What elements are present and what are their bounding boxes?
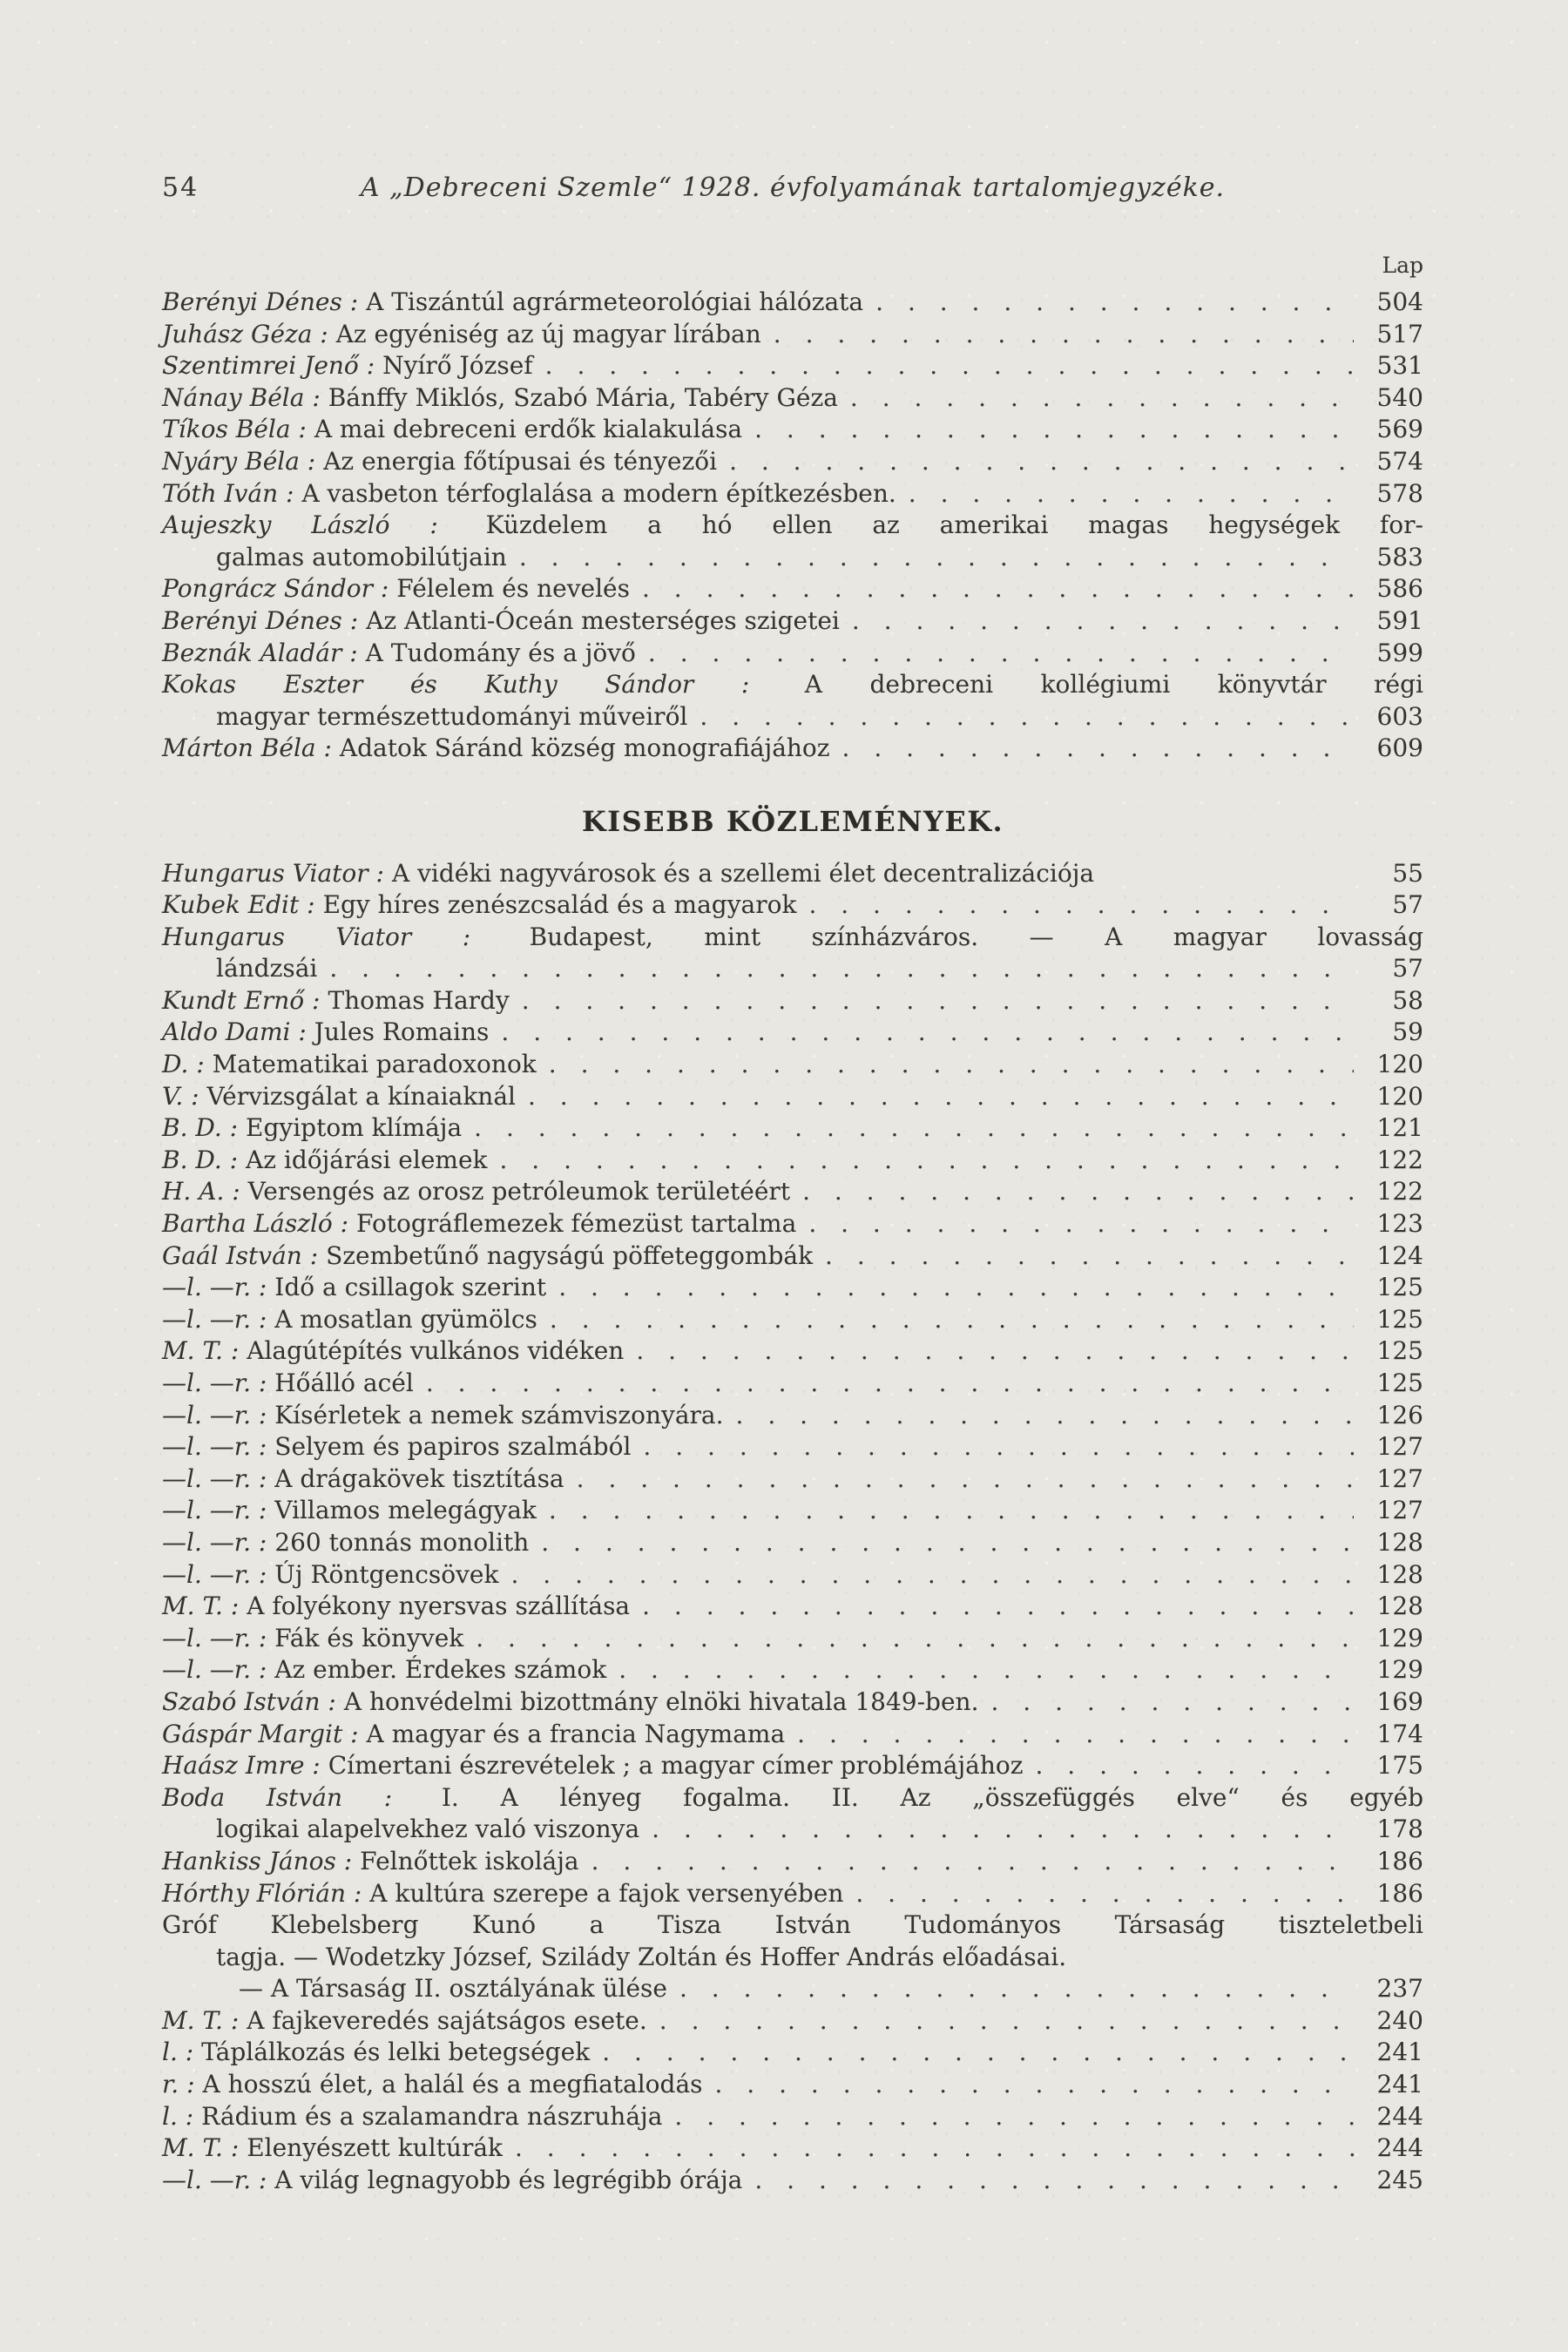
dot-leader [736, 1400, 1354, 1432]
toc-entry-line [162, 638, 1423, 670]
entry-title: A vasbeton térfoglalása a modern építkezésben. [301, 478, 896, 508]
dot-leader [550, 1304, 1354, 1336]
entry-page-number: 186 [1376, 1846, 1423, 1876]
table-of-contents [162, 287, 1423, 2196]
entry-title: Felnőttek iskolája [360, 1846, 579, 1876]
entry-page-number: 57 [1392, 890, 1423, 920]
entry-title: Egyiptom klímája [246, 1113, 463, 1143]
toc-entry-line [162, 1272, 1423, 1304]
entry-page-number: 574 [1376, 446, 1423, 476]
entry-author: Tóth Iván : [162, 478, 294, 508]
entry-title: Az időjárási elemek [246, 1145, 488, 1174]
toc-entry-line [162, 1846, 1423, 1878]
entry-title: A világ legnagyobb és legrégibb órája [274, 2165, 743, 2194]
dot-leader [558, 1272, 1354, 1304]
entry-page-number: 57 [1392, 954, 1423, 983]
page-column-label: Lap [1382, 253, 1423, 278]
entry-page-number: 129 [1376, 1655, 1423, 1685]
entry-title: 260 tonnás monolith [274, 1527, 530, 1557]
entry-title: magyar természettudományi műveiről [216, 701, 688, 731]
entry-author: Berényi Dénes : [162, 605, 359, 635]
entry-title: A debreceni kollégiumi könyvtár régi [804, 670, 1423, 700]
entry-title: Budapest, mint színházváros. — A magyar lovasság [529, 922, 1424, 951]
dot-leader [577, 1463, 1354, 1496]
toc-entry-line [162, 733, 1423, 765]
entry-title: lándzsái [216, 954, 318, 983]
entry-page-number: 237 [1376, 1974, 1423, 2004]
entry-page-number: 55 [1392, 858, 1423, 888]
entry-title: Adatok Sáránd község monografiájához [339, 733, 830, 763]
entry-page-number: 122 [1376, 1145, 1423, 1174]
entry-title: Az egyéniség az új magyar lírában [335, 319, 761, 348]
dot-leader [715, 2069, 1355, 2101]
entry-page-number: 186 [1376, 1878, 1423, 1908]
dot-leader [510, 1559, 1354, 1592]
entry-title: Selyem és papiros szalmából [274, 1432, 632, 1462]
dot-leader [515, 2132, 1354, 2165]
entry-title: I. A lényeg fogalma. II. Az „összefüggés elve“ és egyéb [441, 1782, 1423, 1812]
entry-title: A mosatlan gyümölcs [274, 1304, 537, 1334]
entry-title: Villamos melegágyak [274, 1496, 537, 1525]
dot-leader [329, 953, 1354, 985]
dot-leader [990, 1686, 1354, 1719]
toc-entry-line [162, 669, 1423, 701]
entry-author: —l. —r. : [162, 1463, 267, 1493]
entry-title: Félelem és nevelés [396, 574, 630, 604]
entry-page-number: 58 [1392, 985, 1423, 1015]
toc-entry-line [162, 2037, 1423, 2069]
entry-author: —l. —r. : [162, 1623, 267, 1652]
dot-leader [774, 319, 1354, 351]
dot-leader [545, 350, 1354, 382]
entry-author: —l. —r. : [162, 1304, 267, 1334]
entry-author: Nánay Béla : [162, 382, 321, 412]
dot-leader [648, 638, 1354, 670]
entry-title: A honvédelmi bizottmány elnöki hivatala 1849-ben. [343, 1686, 979, 1716]
entry-author: —l. —r. : [162, 1496, 267, 1525]
entry-page-number: 126 [1376, 1400, 1423, 1429]
toc-entry-line [162, 1782, 1423, 1815]
dot-leader [802, 1176, 1354, 1208]
entry-title: Matematikai paradoxonok [212, 1050, 537, 1079]
toc-entry-line [162, 2101, 1423, 2133]
entry-page-number: 124 [1376, 1240, 1423, 1270]
entry-author: Hungarus Viator : [162, 922, 471, 951]
entry-title: A Tiszántúl agrármeteorológiai hálózata [366, 287, 864, 316]
entry-author: M. T. : [162, 2005, 240, 2035]
dot-leader [700, 701, 1354, 733]
toc-entry-line [162, 446, 1423, 478]
entry-page-number: 121 [1376, 1113, 1423, 1143]
dot-leader [842, 733, 1354, 765]
entry-page-number: 125 [1376, 1336, 1423, 1366]
entry-author: Aldo Dami : [162, 1017, 307, 1047]
toc-entry-line [162, 2005, 1423, 2038]
dot-leader [549, 1049, 1354, 1081]
dot-leader [875, 287, 1354, 319]
entry-author: Gaál István : [162, 1240, 319, 1270]
entry-title: Elenyészett kultúrák [247, 2133, 503, 2163]
toc-entry-line [162, 701, 1423, 733]
entry-page-number: 591 [1376, 605, 1423, 635]
section-heading: KISEBB KÖZLEMÉNYEK. [581, 804, 1004, 838]
dot-leader [549, 1495, 1354, 1527]
toc-section [162, 287, 1423, 765]
entry-author: Hungarus Viator : [162, 858, 384, 888]
toc-entry-line [162, 1909, 1423, 1942]
entry-page-number: 245 [1376, 2165, 1423, 2194]
entry-author: Kundt Ernő : [162, 985, 321, 1015]
entry-title: A kultúra szerepe a fajok versenyében [369, 1878, 844, 1908]
running-title: A „Debreceni Szemle“ 1928. évfolyamának tartalomjegyzéke. [360, 172, 1226, 203]
entry-author: Tíkos Béla : [162, 415, 307, 444]
dot-leader [642, 1591, 1354, 1623]
toc-entry-line [162, 1527, 1423, 1559]
entry-page-number: 504 [1376, 287, 1423, 316]
entry-author: Juhász Géza : [162, 319, 328, 348]
entry-title: Fotográflemezek fémezüst tartalma [356, 1209, 797, 1239]
dot-leader [618, 1654, 1354, 1686]
entry-page-number: 59 [1392, 1017, 1423, 1047]
entry-title: Táplálkozás és lelki betegségek [201, 2038, 591, 2067]
entry-page-number: 127 [1376, 1496, 1423, 1525]
dot-leader [541, 1527, 1354, 1559]
dot-leader [679, 1973, 1354, 2005]
entry-title: A folyékony nyersvas szállítása [247, 1592, 631, 1621]
entry-author: Szentimrei Jenő : [162, 351, 375, 381]
toc-entry-line [162, 1942, 1423, 1974]
entry-author: Beznák Aladár : [162, 638, 358, 667]
entry-title: Az energia főtípusai és tényezői [323, 446, 718, 476]
entry-author: M. T. : [162, 1592, 240, 1621]
entry-author: D. : [162, 1050, 205, 1079]
entry-title: Az Atlanti-Óceán mesterséges szigetei [366, 605, 840, 635]
toc-entry-line [162, 1400, 1423, 1432]
entry-author: Kubek Edit : [162, 890, 315, 920]
entry-page-number: 128 [1376, 1592, 1423, 1621]
dot-leader [1035, 1750, 1354, 1782]
dot-leader [797, 1719, 1354, 1751]
entry-title: Idő a csillagok szerint [274, 1273, 547, 1302]
entry-page-number: 241 [1376, 2038, 1423, 2067]
entry-page-number: 178 [1376, 1815, 1423, 1844]
entry-author: Szabó István : [162, 1686, 336, 1716]
entry-title: — A Társaság II. osztályának ülése [239, 1974, 667, 2004]
dot-leader [808, 889, 1354, 922]
toc-entry-line [162, 1208, 1423, 1240]
entry-page-number: 127 [1376, 1432, 1423, 1462]
entry-author: V. : [162, 1081, 199, 1111]
dot-leader [754, 2165, 1354, 2197]
entry-page-number: 583 [1376, 542, 1423, 571]
dot-leader [522, 985, 1354, 1017]
toc-entry-line [162, 1240, 1423, 1273]
toc-entry-line [162, 542, 1423, 574]
entry-author: —l. —r. : [162, 1369, 267, 1397]
dot-leader [909, 478, 1354, 510]
toc-entry-line [162, 1559, 1423, 1592]
dot-leader [476, 1623, 1354, 1655]
dot-leader [729, 446, 1354, 478]
entry-author: —l. —r. : [162, 1400, 267, 1429]
toc-section [162, 858, 1423, 2197]
entry-author: Kokas Eszter és Kuthy Sándor : [162, 670, 750, 700]
toc-entry-line [162, 1750, 1423, 1782]
entry-author: —l. —r. : [162, 1559, 267, 1589]
toc-entry-line [162, 1878, 1423, 1910]
entry-page-number: 569 [1376, 415, 1423, 444]
toc-entry-line [162, 2069, 1423, 2101]
dot-leader [636, 1335, 1354, 1368]
entry-title: A Tudomány és a jövő [365, 638, 636, 667]
entry-page-number: 531 [1376, 351, 1423, 381]
entry-author: —l. —r. : [162, 2165, 267, 2194]
toc-entry-line [162, 1431, 1423, 1463]
entry-title: Címertani észrevételek ; a magyar címer problémájához [328, 1751, 1024, 1781]
entry-title: Hőálló acél [274, 1369, 414, 1397]
entry-title: A mai debreceni erdők kialakulása [314, 415, 743, 444]
entry-author: B. D. : [162, 1145, 239, 1174]
entry-page-number: 244 [1376, 2101, 1423, 2131]
dot-leader [591, 1846, 1354, 1878]
entry-author: M. T. : [162, 1336, 240, 1366]
dot-leader [519, 542, 1354, 574]
toc-entry-line [162, 1719, 1423, 1751]
toc-entry-line [162, 1623, 1423, 1655]
entry-page-number: 240 [1376, 2005, 1423, 2035]
toc-entry-line [162, 478, 1423, 510]
entry-page-number: 169 [1376, 1686, 1423, 1716]
toc-entry-line [162, 1335, 1423, 1368]
entry-title: A drágakövek tisztítása [274, 1463, 564, 1493]
entry-author: Pongrácz Sándor : [162, 574, 389, 604]
page-header [162, 171, 1423, 206]
dot-leader [501, 1017, 1354, 1049]
toc-entry-line [162, 858, 1423, 890]
toc-entry-line [162, 2132, 1423, 2165]
entry-page-number: 128 [1376, 1527, 1423, 1557]
dot-leader [602, 2037, 1354, 2069]
dot-leader [754, 414, 1354, 446]
entry-page-number: 241 [1376, 2070, 1423, 2099]
entry-author: l. : [162, 2101, 194, 2131]
dot-leader [852, 605, 1354, 638]
entry-page-number: 609 [1376, 733, 1423, 763]
entry-page-number: 244 [1376, 2133, 1423, 2163]
entry-title: Szembetűnő nagyságú pöffeteggombák [326, 1240, 814, 1270]
toc-entry-line [162, 985, 1423, 1017]
entry-author: —l. —r. : [162, 1273, 267, 1302]
entry-title: Alagútépítés vulkános vidéken [247, 1336, 625, 1366]
entry-author: M. T. : [162, 2133, 240, 2163]
entry-author: —l. —r. : [162, 1432, 267, 1462]
folio-number: 54 [162, 172, 199, 203]
entry-author: —l. —r. : [162, 1527, 267, 1557]
entry-page-number: 175 [1376, 1751, 1423, 1781]
entry-page-number: 125 [1376, 1304, 1423, 1334]
toc-entry-line [162, 922, 1423, 954]
toc-entry-line [162, 573, 1423, 605]
dot-leader [642, 573, 1354, 605]
entry-page-number: 129 [1376, 1623, 1423, 1652]
toc-entry-line [162, 414, 1423, 446]
toc-entry-line [162, 1145, 1423, 1177]
dot-leader [850, 382, 1354, 415]
entry-title: Vérvizsgálat a kínaiaknál [206, 1081, 516, 1111]
toc-entry-line [162, 889, 1423, 922]
toc-entry-line [162, 953, 1423, 985]
entry-page-number: 122 [1376, 1177, 1423, 1206]
entry-author: H. A. : [162, 1177, 240, 1206]
toc-entry-line [162, 1368, 1423, 1400]
dot-leader [500, 1145, 1355, 1177]
entry-page-number: 120 [1376, 1050, 1423, 1079]
entry-author: B. D. : [162, 1113, 239, 1143]
entry-page-number: 127 [1376, 1463, 1423, 1493]
entry-title: Egy híres zenészcsalád és a magyarok [322, 890, 797, 920]
dot-leader [659, 2005, 1354, 2038]
dot-leader [643, 1431, 1354, 1463]
dot-leader [652, 1814, 1354, 1846]
entry-title: Az ember. Érdekes számok [274, 1655, 607, 1685]
entry-page-number: 120 [1376, 1081, 1423, 1111]
toc-entry-line [162, 1304, 1423, 1336]
entry-title: Bánffy Miklós, Szabó Mária, Tabéry Géza [328, 382, 838, 412]
dot-leader [825, 1240, 1354, 1273]
toc-entry-line [162, 1686, 1423, 1719]
toc-entry-line [162, 1017, 1423, 1049]
entry-title: A magyar és a francia Nagymama [366, 1719, 786, 1748]
entry-author: r. : [162, 2070, 195, 2099]
toc-entry-line [162, 1463, 1423, 1496]
dot-leader [528, 1081, 1354, 1113]
entry-page-number: 578 [1376, 478, 1423, 508]
entry-page-number: 586 [1376, 574, 1423, 604]
toc-entry-line [162, 605, 1423, 638]
entry-title: Versengés az orosz petróleumok területéért [247, 1177, 791, 1206]
dot-leader [426, 1368, 1354, 1400]
entry-author: Hankiss János : [162, 1846, 353, 1876]
entry-page-number: 517 [1376, 319, 1423, 348]
toc-entry-line [162, 287, 1423, 319]
entry-title: logikai alapelvekhez való viszonya [216, 1815, 640, 1844]
entry-author: Boda István : [162, 1782, 393, 1812]
entry-author: Gáspár Margit : [162, 1719, 359, 1748]
entry-title: Új Röntgencsövek [274, 1559, 499, 1589]
entry-title: A hosszú élet, a halál és a megfiatalodás [202, 2070, 703, 2099]
entry-page-number: 599 [1376, 638, 1423, 667]
toc-entry-line [162, 1049, 1423, 1081]
toc-entry-line [162, 1814, 1423, 1846]
entry-title: Küzdelem a hó ellen az amerikai magas hegységek for- [485, 510, 1423, 540]
entry-author: Márton Béla : [162, 733, 332, 763]
toc-entry-line [162, 2165, 1423, 2197]
entry-author: Nyáry Béla : [162, 446, 316, 476]
toc-entry-line [162, 1654, 1423, 1686]
entry-author: Hórthy Flórián : [162, 1878, 362, 1908]
entry-title: Kísérletek a nemek számviszonyára. [274, 1400, 724, 1429]
toc-entry-line [162, 510, 1423, 542]
entry-page-number: 123 [1376, 1209, 1423, 1239]
entry-title: tagja. — Wodetzky József, Szilády Zoltán és Hoffer András előadásai. [216, 1942, 1067, 1971]
entry-author: —l. —r. : [162, 1655, 267, 1685]
entry-title: A fajkeveredés sajátságos esete. [247, 2005, 647, 2035]
entry-author: Bartha László : [162, 1209, 349, 1239]
dot-leader [674, 2101, 1354, 2133]
entry-author: Haász Imre : [162, 1751, 321, 1781]
toc-entry-line [162, 1081, 1423, 1113]
entry-page-number: 125 [1376, 1369, 1423, 1397]
entry-title: Jules Romains [314, 1017, 490, 1047]
entry-page-number: 174 [1376, 1719, 1423, 1748]
entry-page-number: 603 [1376, 701, 1423, 731]
dot-leader [808, 1208, 1354, 1240]
entry-title: Gróf Klebelsberg Kunó a Tisza István Tudományos Társaság tiszteletbeli [162, 1910, 1423, 1940]
entry-page-number: 128 [1376, 1559, 1423, 1589]
toc-entry-line [162, 1176, 1423, 1208]
toc-entry-line [162, 1973, 1423, 2005]
entry-title: A vidéki nagyvárosok és a szellemi élet decentralizációja [391, 858, 1095, 888]
entry-author: l. : [162, 2038, 194, 2067]
entry-title: Nyírő József [382, 351, 533, 381]
entry-page-number: 125 [1376, 1273, 1423, 1302]
toc-entry-line [162, 382, 1423, 415]
entry-page-number: 540 [1376, 382, 1423, 412]
entry-title: Rádium és a szalamandra nászruhája [201, 2101, 663, 2131]
entry-title: Fák és könyvek [274, 1623, 464, 1652]
entry-author: Berényi Dénes : [162, 287, 359, 316]
entry-title: Thomas Hardy [328, 985, 510, 1015]
toc-entry-line [162, 1495, 1423, 1527]
toc-entry-line [162, 1112, 1423, 1145]
entry-title: galmas automobilútjain [216, 542, 507, 571]
toc-entry-line [162, 350, 1423, 382]
toc-entry-line [162, 319, 1423, 351]
dot-leader [474, 1112, 1354, 1145]
dot-leader [855, 1878, 1354, 1910]
toc-entry-line [162, 1591, 1423, 1623]
entry-author: Aujeszky László : [162, 510, 438, 540]
